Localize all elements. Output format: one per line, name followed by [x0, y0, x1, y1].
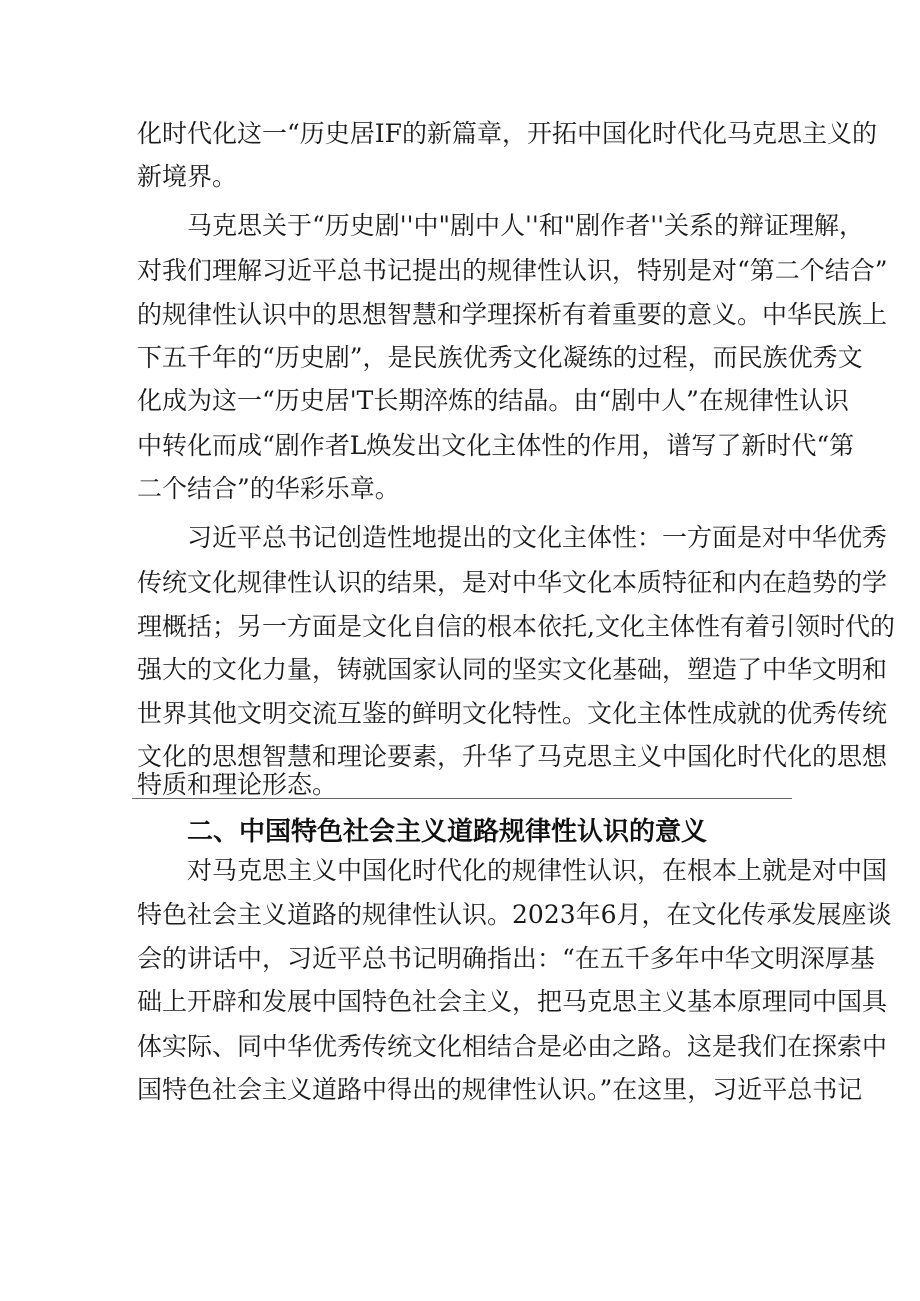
- text-line: 下五千年的“历史剧”，是民族优秀文化凝练的过程，而民族优秀文: [137, 343, 863, 372]
- text-line: 特色社会主义道路的规律性认识。2023年6月，在文化传承发展座谈: [137, 900, 892, 929]
- text-line: 习近平总书记创造性地提出的文化主体性：一方面是对中华优秀: [187, 523, 888, 552]
- text-line: 传统文化规律性认识的结果，是对中华文化本质特征和内在趋势的学: [137, 568, 888, 597]
- text-line: 马克思关于“历史剧''中"剧中人''和"剧作者''关系的辩证理解，: [187, 211, 865, 240]
- text-line: 化时代化这一“历史居IF的新篇章，开拓中国化时代化马克思主义的: [137, 119, 878, 148]
- text-line: 础上开辟和发展中国特色社会主义，把马克思主义基本原理同中国具: [137, 987, 888, 1016]
- text-line: 中转化而成“剧作者L焕发出文化主体性的作用，谱写了新时代“第: [137, 431, 855, 460]
- text-line: 对马克思主义中国化时代化的规律性认识，在根本上就是对中国: [187, 856, 888, 885]
- section-heading: 二、中国特色社会主义道路规律性认识的意义: [187, 817, 708, 847]
- text-line: 强大的文化力量，铸就国家认同的坚实文化基础，塑造了中华文明和: [137, 655, 888, 684]
- text-line: 文化的思想智慧和理论要素，升华了马克思主义中国化时代化的思想: [137, 742, 888, 771]
- text-line: 二个结合”的华彩乐章。: [137, 474, 400, 503]
- text-line: 体实际、同中华优秀传统文化相结合是必由之路。这是我们在探索中: [137, 1032, 888, 1061]
- divider-line: [132, 798, 792, 799]
- text-line: 理概括；另一方面是文化自信的根本依托,文化主体性有着引领时代的: [137, 612, 895, 641]
- text-line: 世界其他文明交流互鉴的鲜明文化特性。文化主体性成就的优秀传统: [137, 699, 888, 728]
- text-line: 的规律性认识中的思想智慧和学理探析有着重要的意义。中华民族上: [137, 300, 888, 329]
- text-line: 化成为这一“历史居'T长期淬炼的结晶。由“剧中人”在规律性认识: [137, 386, 849, 415]
- text-line: 新境界。: [137, 162, 238, 191]
- text-line: 特质和理论形态。: [137, 770, 338, 799]
- text-line: 国特色社会主义道路中得出的规律性认识。”在这里，习近平总书记: [137, 1075, 863, 1104]
- text-line: 对我们理解习近平总书记提出的规律性认识，特别是对“第二个结合”: [137, 256, 888, 285]
- text-line: 会的讲话中，习近平总书记明确指出：“在五千多年中华文明深厚基: [137, 944, 875, 973]
